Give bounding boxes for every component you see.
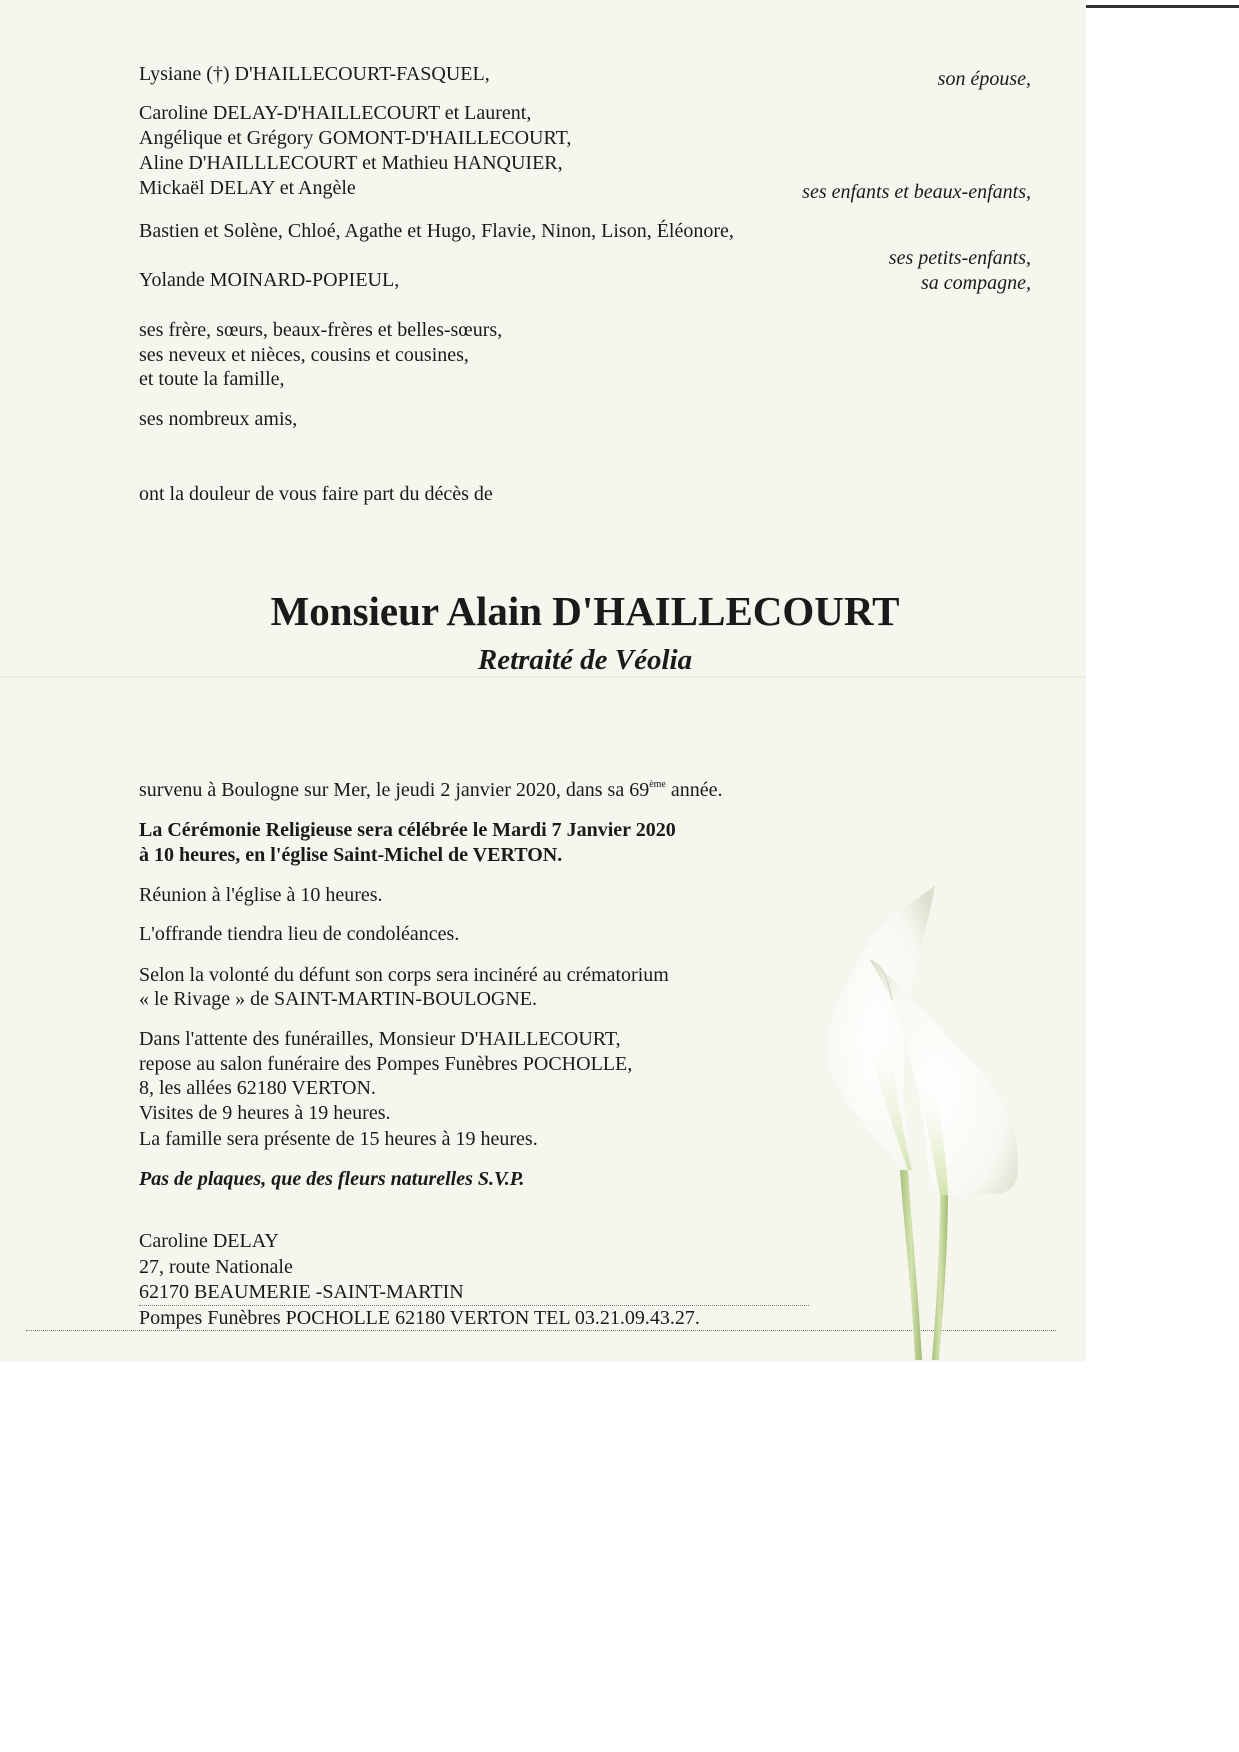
calla-lily-image	[800, 870, 1060, 1362]
contact-line: Caroline DELAY	[139, 1230, 279, 1252]
funeral-home-line: Dans l'attente des funérailles, Monsieur D'HAILLECOURT,	[139, 1028, 621, 1050]
child-line: Aline D'HAILLLECOURT et Mathieu HANQUIER,	[139, 152, 563, 174]
offering-line: L'offrande tiendra lieu de condoléances.	[139, 923, 460, 945]
ceremony-line: à 10 heures, en l'église Saint-Michel de VERTON.	[139, 844, 563, 866]
announcement-line: ont la douleur de vous faire part du décès de	[139, 483, 493, 505]
ceremony-line: La Cérémonie Religieuse sera célébrée le Mardi 7 Janvier 2020	[139, 819, 676, 841]
children-role: ses enfants et beaux-enfants,	[802, 181, 1031, 203]
cremation-line: Selon la volonté du défunt son corps sera incinéré au crématorium	[139, 964, 669, 986]
contact-line: 62170 BEAUMERIE -SAINT-MARTIN	[139, 1281, 464, 1303]
footer-line: Pompes Funèbres POCHOLLE 62180 VERTON TEL 03.21.09.43.27.	[139, 1307, 700, 1329]
funeral-home-line: La famille sera présente de 15 heures à 19 heures.	[139, 1128, 538, 1150]
extended-family-line: ses neveux et nièces, cousins et cousines,	[139, 344, 469, 366]
deceased-name: Monsieur Alain D'HAILLECOURT	[270, 588, 900, 634]
companion-line: Yolande MOINARD-POPIEUL,	[139, 269, 400, 291]
child-line: Angélique et Grégory GOMONT-D'HAILLECOURT,	[139, 127, 572, 149]
friends-line: ses nombreux amis,	[139, 408, 298, 430]
grandchildren-line: Bastien et Solène, Chloé, Agathe et Hugo, Flavie, Ninon, Lison, Éléonore,	[139, 220, 734, 242]
cremation-line: « le Rivage » de SAINT-MARTIN-BOULOGNE.	[139, 988, 538, 1010]
deceased-subtitle: Retraité de Véolia	[477, 644, 693, 676]
extended-family-line: et toute la famille,	[139, 368, 285, 390]
child-line: Mickaël DELAY et Angèle	[139, 177, 356, 199]
meeting-line: Réunion à l'église à 10 heures.	[139, 884, 383, 906]
no-plaques-line: Pas de plaques, que des fleurs naturelles S.V.P.	[139, 1168, 525, 1190]
child-line: Caroline DELAY-D'HAILLECOURT et Laurent,	[139, 102, 532, 124]
grandchildren-role: ses petits-enfants,	[888, 247, 1031, 269]
extended-family-line: ses frère, sœurs, beaux-frères et belles-sœurs,	[139, 319, 503, 341]
spouse-line: Lysiane (†) D'HAILLECOURT-FASQUEL,	[139, 63, 490, 85]
companion-role: sa compagne,	[921, 272, 1031, 294]
death-line: survenu à Boulogne sur Mer, le jeudi 2 janvier 2020, dans sa 69ème année.	[139, 779, 723, 801]
contact-line: 27, route Nationale	[139, 1256, 293, 1278]
spouse-role: son épouse,	[937, 68, 1031, 90]
funeral-home-line: repose au salon funéraire des Pompes Funèbres POCHOLLE,	[139, 1053, 633, 1075]
funeral-home-line: 8, les allées 62180 VERTON.	[139, 1077, 376, 1099]
funeral-home-line: Visites de 9 heures à 19 heures.	[139, 1102, 391, 1124]
top-edge-line	[1086, 5, 1239, 8]
